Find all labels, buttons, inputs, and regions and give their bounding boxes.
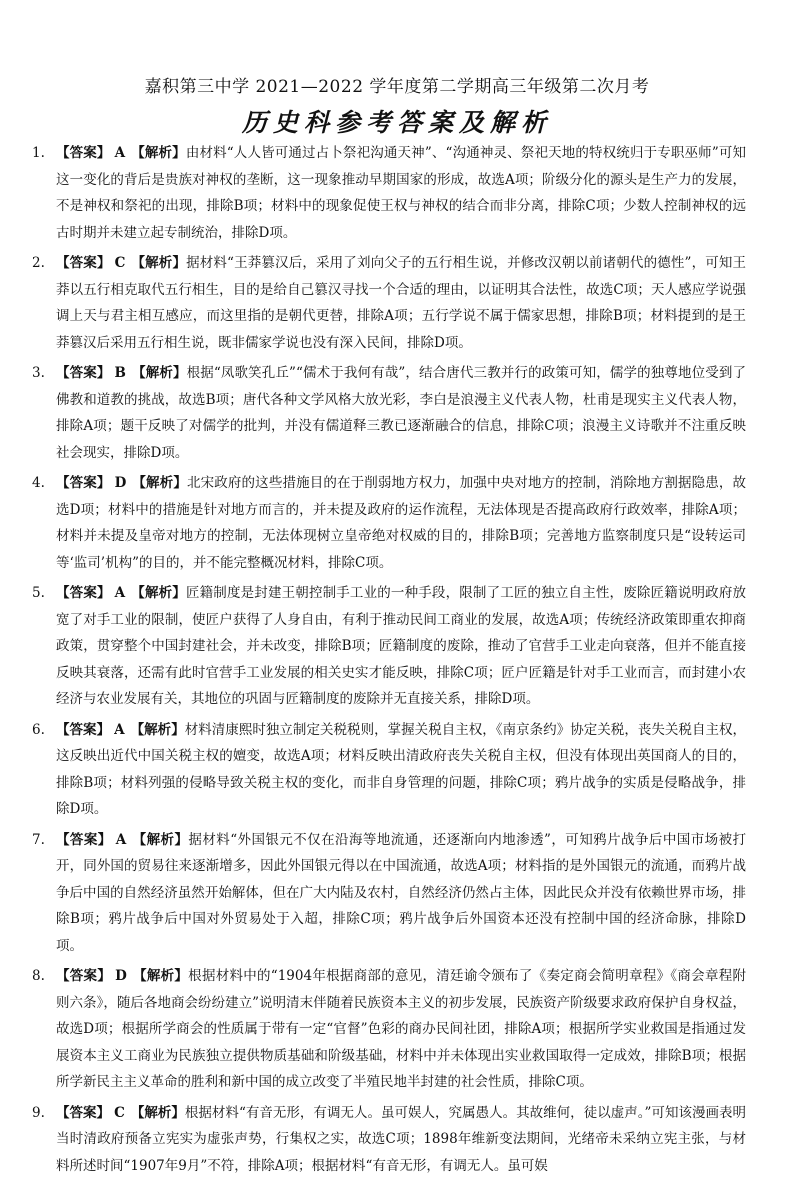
answer-item xyxy=(32,360,747,466)
answer-label: 【答案】 xyxy=(56,145,111,161)
analysis-label: 【解析】 xyxy=(131,255,187,271)
item-number: 4. xyxy=(32,475,45,491)
analysis-label: 【解析】 xyxy=(132,968,189,984)
answer-list xyxy=(32,140,747,1183)
item-number: 5. xyxy=(32,585,45,601)
answer-choice: C xyxy=(114,255,126,271)
analysis-label: 【解析】 xyxy=(132,475,187,491)
analysis-text: 据材料“外国银元不仅在沿海等地流通，还逐渐向内地渗透”，可知鸦片战争后中国市场被打开，同外国的贸易往来逐渐增多，因此外国银元得以在中国流通，故选A项；材料指的是外国银元的流通，而鸦片战争后中国的自然经济虽然开始解体，但在广大内陆及农村，自然经济仍然占主体，因此民众并没有依赖世界市场，排除B项；鸦片战争后中国对外贸易处于入超，排除C项；鸦片战争后外国资本还没有控制中国的经济命脉，排除D项。 xyxy=(56,831,747,954)
answer-label: 【答案】 xyxy=(56,365,111,381)
item-body xyxy=(56,580,746,713)
analysis-text: 根据材料“有音无形，有调无人。虽可娱人，究属愚人。其故维何，徒以虚声。”可知该漫画表明当时清政府预备立宪实为虚张声势，行集权之实，故选C项；1898年维新变法期间，光绪帝未采纳立宪主张，与材料所述时间“1907年9月”不符，排除A项；根据材料“有音无形，有调无人。虽可娱 xyxy=(56,1104,747,1174)
analysis-text: 根据材料中的“1904年根据商部的意见，清廷谕令颁布了《奏定商会简明章程》《商会章程附则六条》，随后各地商会纷纷建立”说明清末伴随着民族资本主义的初步发展，民族资产阶级要求政府保护自身权益，故选D项；根据所学商会的性质属于带有一定“官督”色彩的商办民间社团，排除A项；根据所学实业救国是指通过发展资本主义工商业为民族独立提供物质基础和阶级基础，材料中并未体现出实业救国取得一定成效，排除B项；根据所学新民主主义革命的胜利和新中国的成立改变了半殖民地半封建的社会性质，排除C项。 xyxy=(56,968,746,1090)
answer-item xyxy=(32,1100,747,1180)
analysis-text: 材料清康熙时独立制定关税税则，掌握关税自主权，《南京条约》协定关税，丧失关税自主权，这反映出近代中国关税主权的嬗变，故选A项；材料反映出清政府丧失关税自主权，但没有体现出英国商人的目的，排除B项；材料列强的侵略导致关税主权的变化，而非自身管理的问题，排除C项；鸦片战争的实质是侵略战争，排除D项。 xyxy=(56,721,747,817)
answer-choice: A xyxy=(114,585,126,601)
analysis-text: 根据“凤歌笑孔丘”“儒术于我何有哉”，结合唐代三教并行的政策可知，儒学的独尊地位受到了佛教和道教的挑战，故选B项；唐代各种文学风格大放光彩，李白是浪漫主义代表人物，杜甫是现实主义代表人物，排除A项；题干反映了对儒学的批判，并没有儒道释三教已逐渐融合的信息，排除C项；浪漫主义诗歌并不注重反映社会现实，排除D项。 xyxy=(56,365,747,461)
answer-item xyxy=(32,717,747,823)
answer-item xyxy=(32,963,746,1096)
item-number: 1. xyxy=(32,145,45,161)
answer-item xyxy=(32,827,747,960)
document-subtitle: 历史科参考答案及解析 xyxy=(241,108,552,137)
analysis-label: 【解析】 xyxy=(131,585,186,601)
item-body xyxy=(56,717,746,823)
answer-label: 【答案】 xyxy=(56,585,111,601)
analysis-label: 【解析】 xyxy=(130,1104,185,1121)
analysis-label: 【解析】 xyxy=(132,831,189,848)
answer-item xyxy=(32,580,747,713)
answer-item xyxy=(32,470,747,576)
answer-choice: C xyxy=(114,1104,125,1121)
answer-label: 【答案】 xyxy=(56,255,111,271)
item-body xyxy=(56,250,746,356)
answer-label: 【答案】 xyxy=(56,968,112,984)
answer-choice: A xyxy=(114,145,126,161)
analysis-text: 匠籍制度是封建王朝控制手工业的一种手段，限制了工匠的独立自主性，废除匠籍说明政府放宽了对手工业的限制，使匠户获得了人身自由，有利于推动民间工商业的发展，故选A项；传统经济政策即重农抑商政策，贯穿整个中国封建社会，并未改变，排除B项；匠籍制度的废除，推动了官营手工业走向衰落，但并不能直接反映其衰落，还需有此时官营手工业发展的相关史实才能反映，排除C项；匠户匠籍是针对手工业而言，而封建小农经济与农业发展有关，其地位的巩固与匠籍制度的废除并无直接关系，排除D项。 xyxy=(56,585,747,707)
answer-label: 【答案】 xyxy=(56,831,112,848)
item-body xyxy=(56,360,746,466)
answer-item xyxy=(32,140,747,246)
item-number: 7. xyxy=(32,831,45,848)
item-body xyxy=(56,140,746,246)
item-body xyxy=(56,470,746,576)
analysis-label: 【解析】 xyxy=(131,145,186,161)
answer-choice: A xyxy=(114,721,125,738)
item-number: 3. xyxy=(32,365,45,381)
item-number: 2. xyxy=(32,255,45,271)
answer-label: 【答案】 xyxy=(56,721,111,738)
item-body xyxy=(56,827,746,960)
answer-choice: D xyxy=(114,475,127,491)
answer-choice: A xyxy=(115,831,127,848)
analysis-label: 【解析】 xyxy=(130,721,185,738)
item-number: 6. xyxy=(32,721,45,738)
answer-choice: D xyxy=(115,968,127,984)
item-number: 8. xyxy=(32,968,45,984)
analysis-text: 据材料“王莽篡汉后，采用了刘向父子的五行相生说，并修改汉朝以前诸朝代的德性”，可知王莽以五行相克取代五行相生，目的是给自己篡汉寻找一个合适的理由，以证明其合法性，故选C项；天人感应学说强调上天与君主相互感应，而这里指的是朝代更替，排除A项；五行学说不属于儒家思想，排除B项；材料提到的是王莽篡汉后采用五行相生说，既非儒家学说也没有深入民间，排除D项。 xyxy=(56,255,747,351)
answer-label: 【答案】 xyxy=(56,1104,111,1121)
answer-label: 【答案】 xyxy=(56,475,111,491)
analysis-text: 由材料“人人皆可通过占卜祭祀沟通天神”、“沟通神灵、祭祀天地的特权统归于专职巫师”可知这一变化的背后是贵族对神权的垄断，这一现象推动早期国家的形成，故选A项；阶级分化的源头是生产力的发展，不是神权和祭祀的出现，排除B项；材料中的现象促使王权与神权的结合而非分离，排除C项；少数人控制神权的远古时期并未建立起专制统治，排除D项。 xyxy=(56,145,747,241)
answer-item xyxy=(32,250,747,356)
analysis-text: 北宋政府的这些措施目的在于削弱地方权力，加强中央对地方的控制，消除地方割据隐患，故选D项；材料中的措施是针对地方而言的，并未提及政府的运作流程，无法体现是否提高政府行政效率，排除A项；材料并未提及皇帝对地方的控制，无法体现树立皇帝绝对权威的目的，排除B项；完善地方监察制度只是“设转运司等‘监司’机构”的目的，并不能完整概况材料，排除C项。 xyxy=(56,475,747,571)
item-number: 9. xyxy=(32,1104,45,1121)
answer-choice: B xyxy=(114,365,126,381)
item-body xyxy=(56,1100,746,1180)
exam-title: 嘉积第三中学 2021—2022 学年度第二学期高三年级第二次月考 xyxy=(144,77,650,97)
analysis-label: 【解析】 xyxy=(131,365,187,381)
item-body xyxy=(56,963,746,1096)
